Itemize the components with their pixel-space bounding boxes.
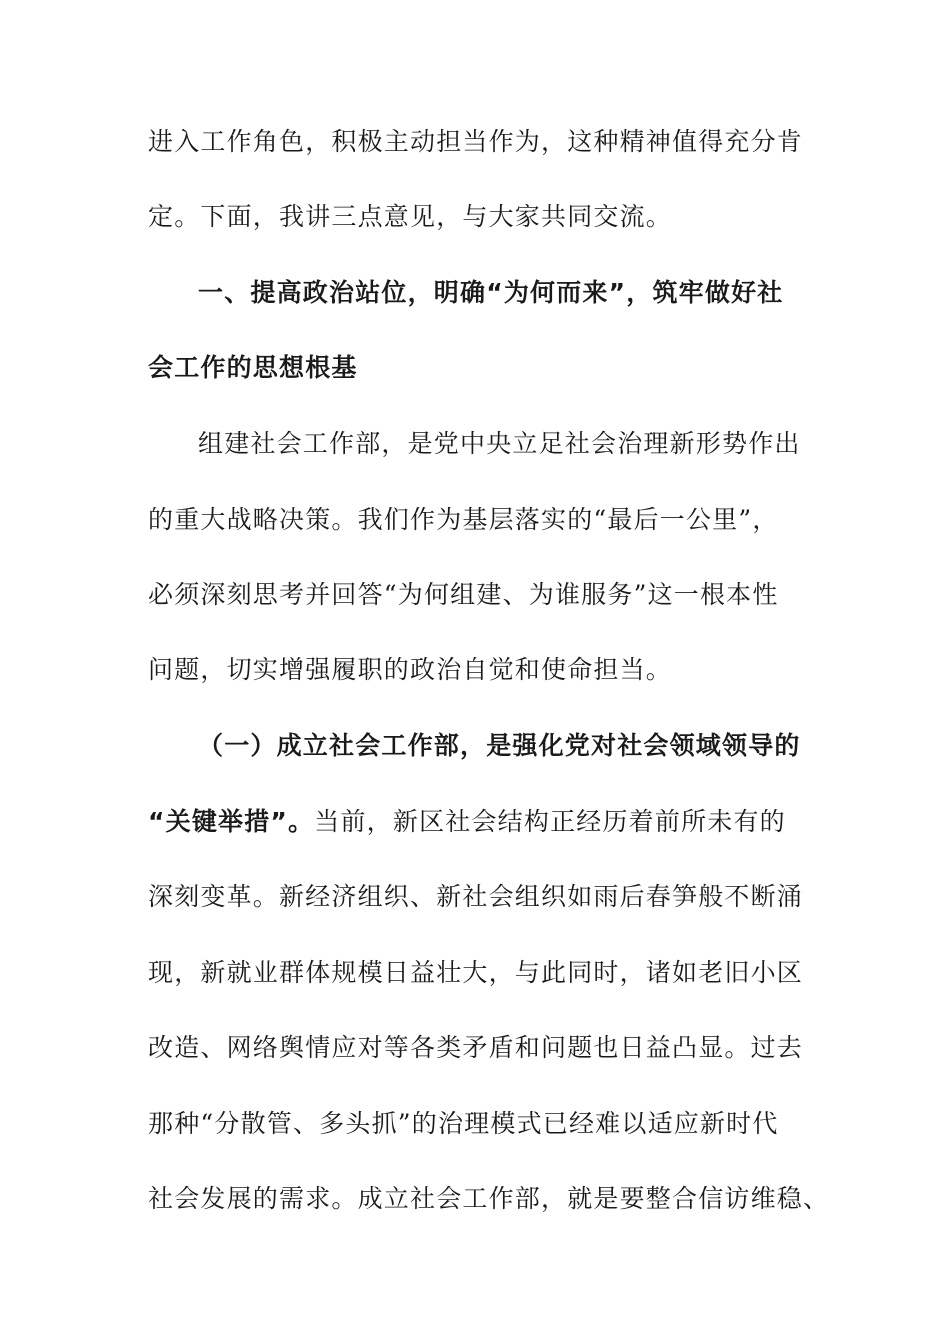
paragraph-line: 那种“分散管、多头抓”的治理模式已经难以适应新时代 [148, 1109, 779, 1138]
paragraph-line: 改造、网络舆情应对等各类矛盾和问题也日益凸显。过去 [148, 1033, 804, 1062]
paragraph-line: 的重大战略决策。我们作为基层落实的“最后一公里”， [148, 505, 779, 534]
section-heading-line: 会工作的思想根基 [148, 353, 358, 382]
subsection-heading-line: （一）成立社会工作部，是强化党对社会领域领导的 [198, 731, 801, 760]
paragraph-line: 组建社会工作部，是党中央立足社会治理新形势作出 [198, 429, 801, 458]
section-heading-line: 一、提高政治站位，明确“为何而来”，筑牢做好社 [198, 278, 784, 307]
paragraph-line: 进入工作角色，积极主动担当作为，这种精神值得充分肯 [148, 127, 804, 156]
paragraph-line [148, 805, 808, 839]
subsection-heading-tail: “关键举措”。 [148, 807, 315, 836]
paragraph-line: 必须深刻思考并回答“为何组建、为谁服务”这一根本性 [148, 580, 779, 609]
paragraph-line: 社会发展的需求。成立社会工作部，就是要整合信访维稳、 [148, 1184, 830, 1213]
paragraph-text: 当前，新区社会结构正经历着前所未有的 [314, 807, 786, 836]
paragraph-line: 现，新就业群体规模日益壮大，与此同时，诸如老旧小区 [148, 958, 804, 987]
paragraph-line: 深刻变革。新经济组织、新社会组织如雨后春笋般不断涌 [148, 882, 804, 911]
paragraph-line: 定。下面，我讲三点意见，与大家共同交流。 [148, 202, 673, 231]
paragraph-line: 问题，切实增强履职的政治自觉和使命担当。 [148, 655, 673, 684]
